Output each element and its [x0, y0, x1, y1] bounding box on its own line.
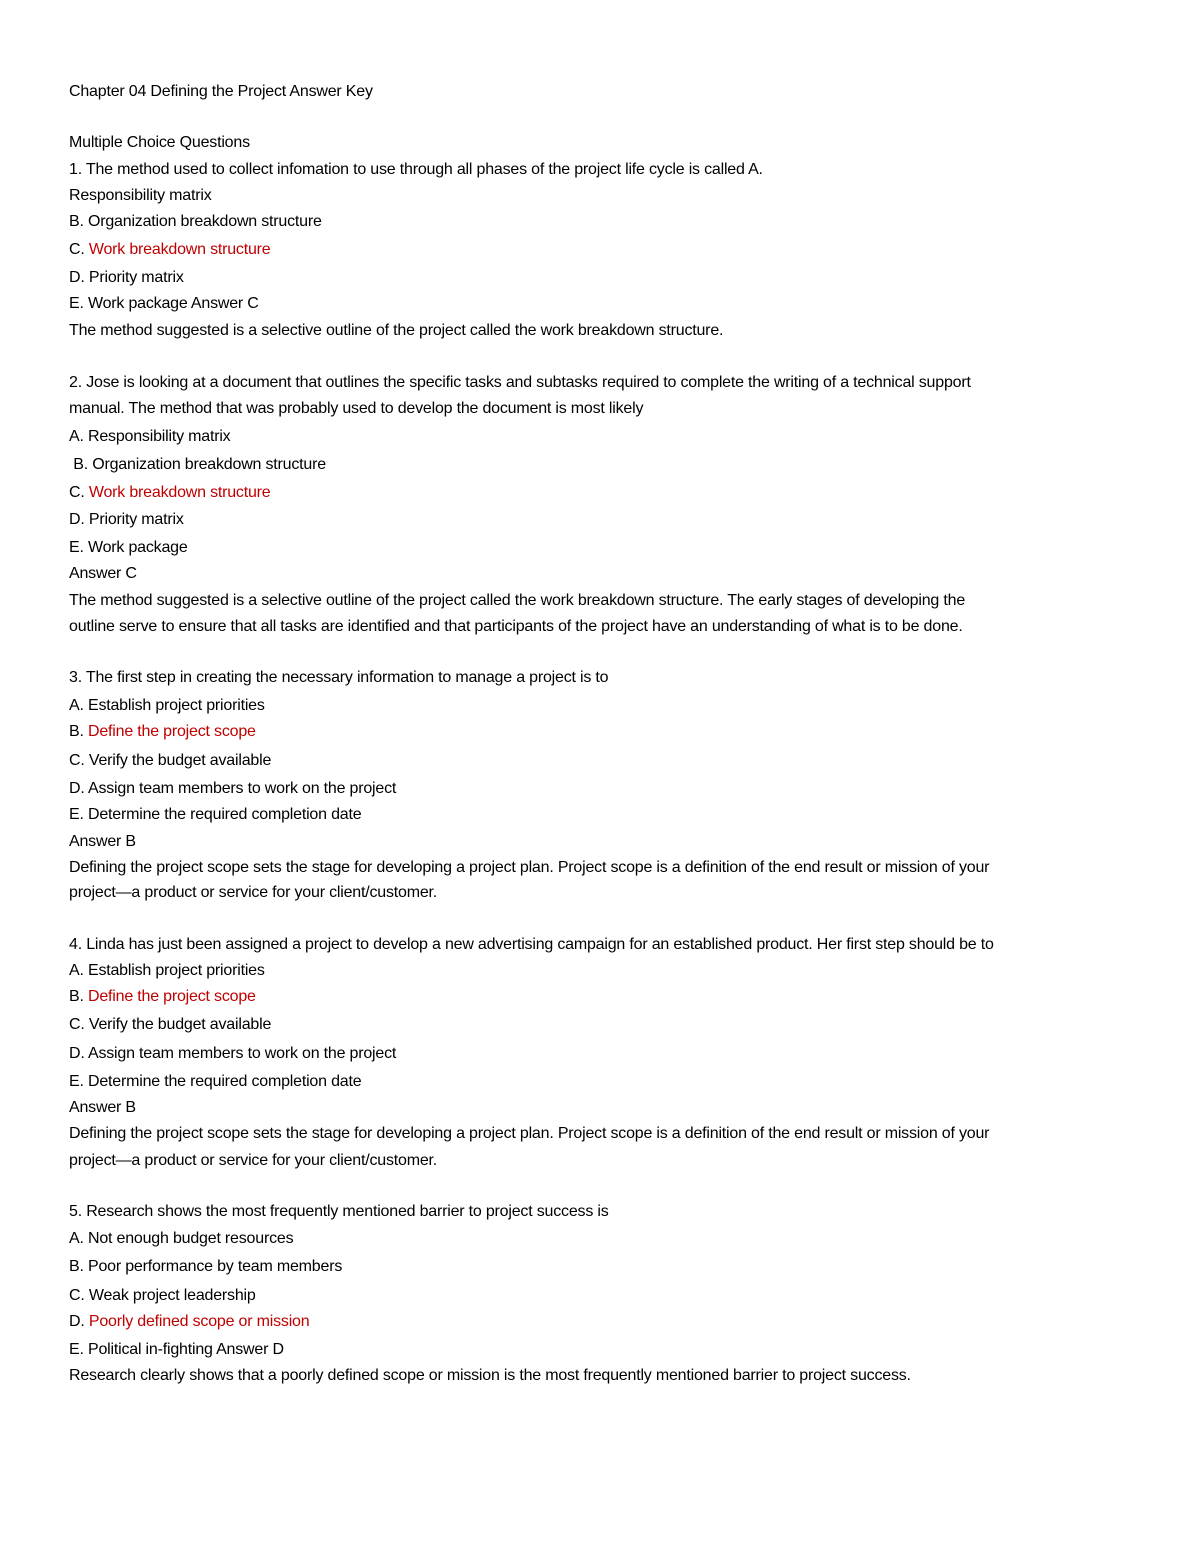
question-2-option-e: E. Work package [69, 539, 188, 556]
question-3-option-d: D. Assign team members to work on the project [69, 780, 397, 797]
question-2-explanation-line-2: outline serve to ensure that all tasks are identified and that participants of the project have an understanding of what is to be done. [69, 618, 963, 635]
question-3-explanation-line-2: project—a product or service for your client/customer. [69, 884, 438, 901]
question-2-option-d: D. Priority matrix [69, 511, 184, 528]
question-3-answer: Answer B [69, 833, 136, 850]
question-1-stem-line-2: Responsibility matrix [69, 187, 212, 204]
question-4-explanation-line-1: Defining the project scope sets the stage for developing a project plan. Project scope is a definition of the end result or mission of your [69, 1125, 990, 1142]
question-2-answer: Answer C [69, 565, 137, 582]
question-3-option-b-correct: B. Define the project scope [69, 723, 256, 740]
correct-answer-highlight: Define the project scope [87, 723, 256, 740]
question-2-explanation-line-1: The method suggested is a selective outline of the project called the work breakdown structure. The early stages of developing the [69, 592, 966, 609]
question-3-option-c: C. Verify the budget available [69, 752, 272, 769]
question-2-option-c-correct: C. Work breakdown structure [69, 484, 271, 501]
question-1-option-d: D. Priority matrix [69, 269, 184, 286]
question-1-option-b: B. Organization breakdown structure [69, 213, 322, 230]
question-4-option-e: E. Determine the required completion date [69, 1073, 362, 1090]
question-3-stem: 3. The first step in creating the necessary information to manage a project is to [69, 669, 609, 686]
document-title: Chapter 04 Defining the Project Answer Key [69, 83, 373, 100]
question-4-option-c: C. Verify the budget available [69, 1016, 272, 1033]
question-2-stem-line-1: 2. Jose is looking at a document that outlines the specific tasks and subtasks required to complete the writing of a technical support [69, 374, 971, 391]
question-4-explanation-line-2: project—a product or service for your client/customer. [69, 1152, 438, 1169]
question-5-option-b: B. Poor performance by team members [69, 1258, 343, 1275]
question-3-option-e: E. Determine the required completion date [69, 806, 362, 823]
question-1-option-e: E. Work package Answer C [69, 295, 259, 312]
question-4-option-a: A. Establish project priorities [69, 962, 265, 979]
question-5-option-a: A. Not enough budget resources [69, 1230, 294, 1247]
correct-answer-highlight: Poorly defined scope or mission [88, 1313, 310, 1330]
section-heading: Multiple Choice Questions [69, 134, 250, 151]
question-3-option-a: A. Establish project priorities [69, 697, 265, 714]
question-5-option-d-correct: D. Poorly defined scope or mission [69, 1313, 310, 1330]
question-5-option-c: C. Weak project leadership [69, 1287, 256, 1304]
question-5-stem: 5. Research shows the most frequently mentioned barrier to project success is [69, 1203, 609, 1220]
correct-answer-highlight: Work breakdown structure [88, 484, 271, 501]
question-1-explanation: The method suggested is a selective outline of the project called the work breakdown structure. [69, 322, 724, 339]
question-2-stem-line-2: manual. The method that was probably used to develop the document is most likely [69, 400, 644, 417]
question-4-option-b-correct: B. Define the project scope [69, 988, 256, 1005]
question-3-explanation-line-1: Defining the project scope sets the stage for developing a project plan. Project scope is a definition of the end result or mission of your [69, 859, 990, 876]
question-4-answer: Answer B [69, 1099, 136, 1116]
correct-answer-highlight: Define the project scope [87, 988, 256, 1005]
question-2-option-a: A. Responsibility matrix [69, 428, 231, 445]
question-4-option-d: D. Assign team members to work on the project [69, 1045, 397, 1062]
correct-answer-highlight: Work breakdown structure [88, 241, 271, 258]
question-5-option-e: E. Political in-fighting Answer D [69, 1341, 284, 1358]
question-1-option-c-correct: C. Work breakdown structure [69, 241, 271, 258]
question-2-option-b: B. Organization breakdown structure [69, 456, 326, 473]
question-5-explanation: Research clearly shows that a poorly defined scope or mission is the most frequently mentioned barrier to project success. [69, 1367, 911, 1384]
question-1-stem-line-1: 1. The method used to collect infomation to use through all phases of the project life cycle is called A. [69, 161, 763, 178]
question-4-stem: 4. Linda has just been assigned a project to develop a new advertising campaign for an established product. Her first step should be to [69, 936, 994, 953]
